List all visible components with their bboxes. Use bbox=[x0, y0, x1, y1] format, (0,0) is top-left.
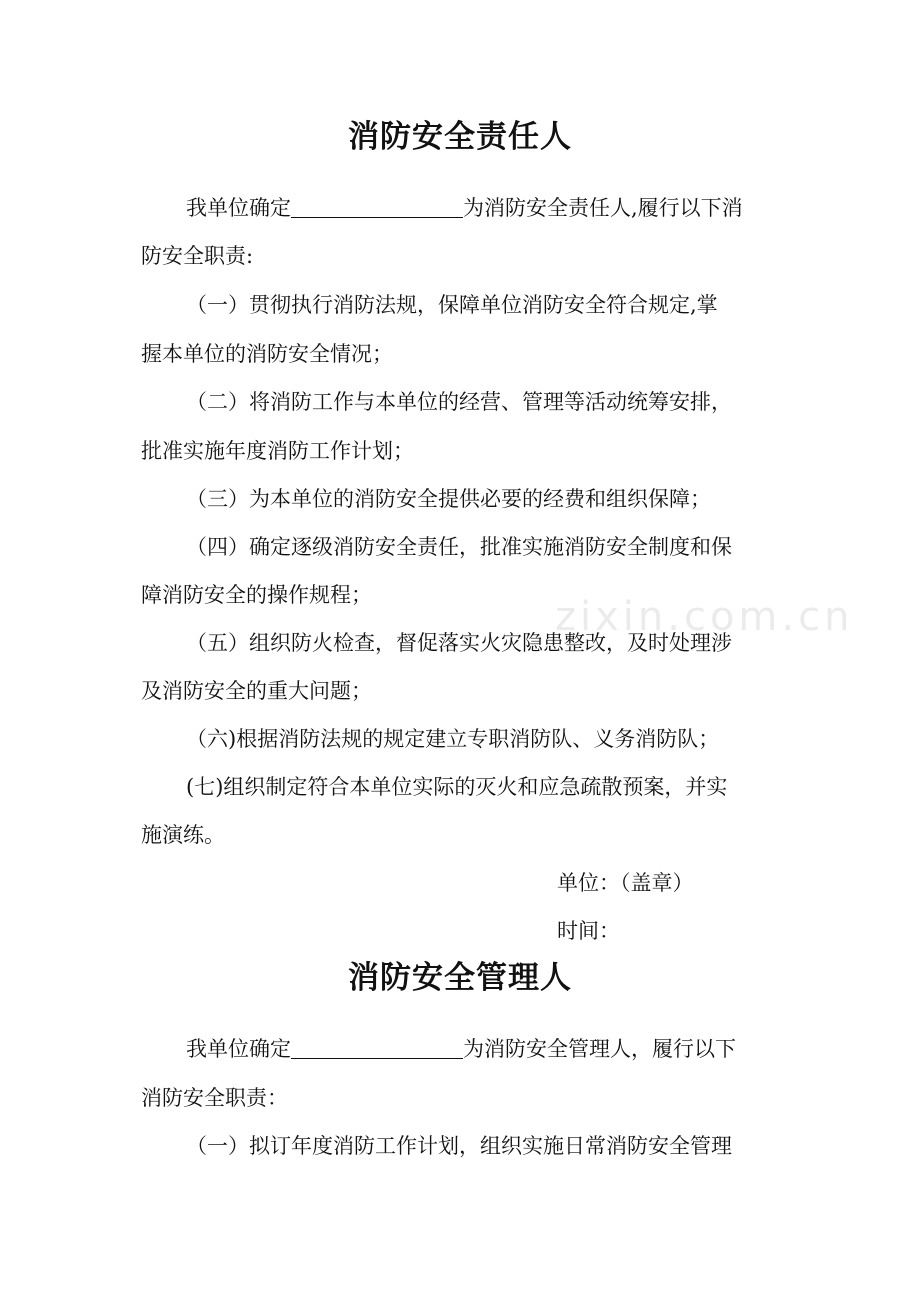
section1-intro-cont: 防安全职责: bbox=[141, 244, 254, 268]
section1-item-6-line1: （六)根据消防法规的规定建立专职消防队、义务消防队； bbox=[186, 727, 720, 751]
name-blank-line bbox=[291, 1036, 463, 1059]
section1-item-4-line1: （四）确定逐级消防安全责任，批准实施消防安全制度和保 bbox=[186, 535, 732, 559]
section1-item-7-line2: 施演练。 bbox=[141, 823, 225, 847]
section1-intro-prefix: 我单位确定 bbox=[186, 196, 291, 220]
section1-item-4-line2: 障消防安全的操作规程； bbox=[141, 583, 372, 607]
section1-item-5-line2: 及消防安全的重大问题； bbox=[141, 679, 372, 703]
section2-intro-prefix: 我单位确定 bbox=[186, 1037, 291, 1061]
section1-item-5-line1: （五）组织防火检查，督促落实火灾隐患整改，及时处理涉 bbox=[186, 631, 732, 655]
section1-intro bbox=[186, 193, 743, 223]
section1-item-2-line2: 批准实施年度消防工作计划； bbox=[141, 439, 414, 463]
section2-title: 消防安全管理人 bbox=[348, 960, 572, 996]
section2-item-1-line1: （一）拟订年度消防工作计划，组织实施日常消防安全管理 bbox=[186, 1134, 732, 1158]
section2-intro bbox=[186, 1034, 736, 1064]
section1-title: 消防安全责任人 bbox=[348, 119, 572, 155]
section2-intro-suffix: 为消防安全管理人，履行以下 bbox=[463, 1037, 736, 1061]
section2-intro-cont: 消防安全职责： bbox=[141, 1086, 288, 1110]
section1-intro-suffix: 为消防安全责任人,履行以下消 bbox=[463, 196, 743, 220]
name-blank-line bbox=[291, 195, 463, 218]
section1-item-1-line2: 握本单位的消防安全情况； bbox=[141, 342, 393, 366]
section1-item-2-line1: （二）将消防工作与本单位的经营、管理等活动统筹安排， bbox=[186, 390, 732, 414]
time-label: 时间： bbox=[557, 919, 620, 943]
section1-item-1-line1: （一）贯彻执行消防法规，保障单位消防安全符合规定,掌 bbox=[186, 293, 718, 317]
section1-item-3-line1: （三）为本单位的消防安全提供必要的经费和组织保障； bbox=[186, 487, 711, 511]
section1-item-7-line1: (七)组织制定符合本单位实际的灭火和应急疏散预案，并实 bbox=[186, 775, 728, 799]
watermark: zixin.com.cn bbox=[555, 594, 854, 640]
unit-seal-label: 单位：（盖章） bbox=[557, 871, 694, 895]
